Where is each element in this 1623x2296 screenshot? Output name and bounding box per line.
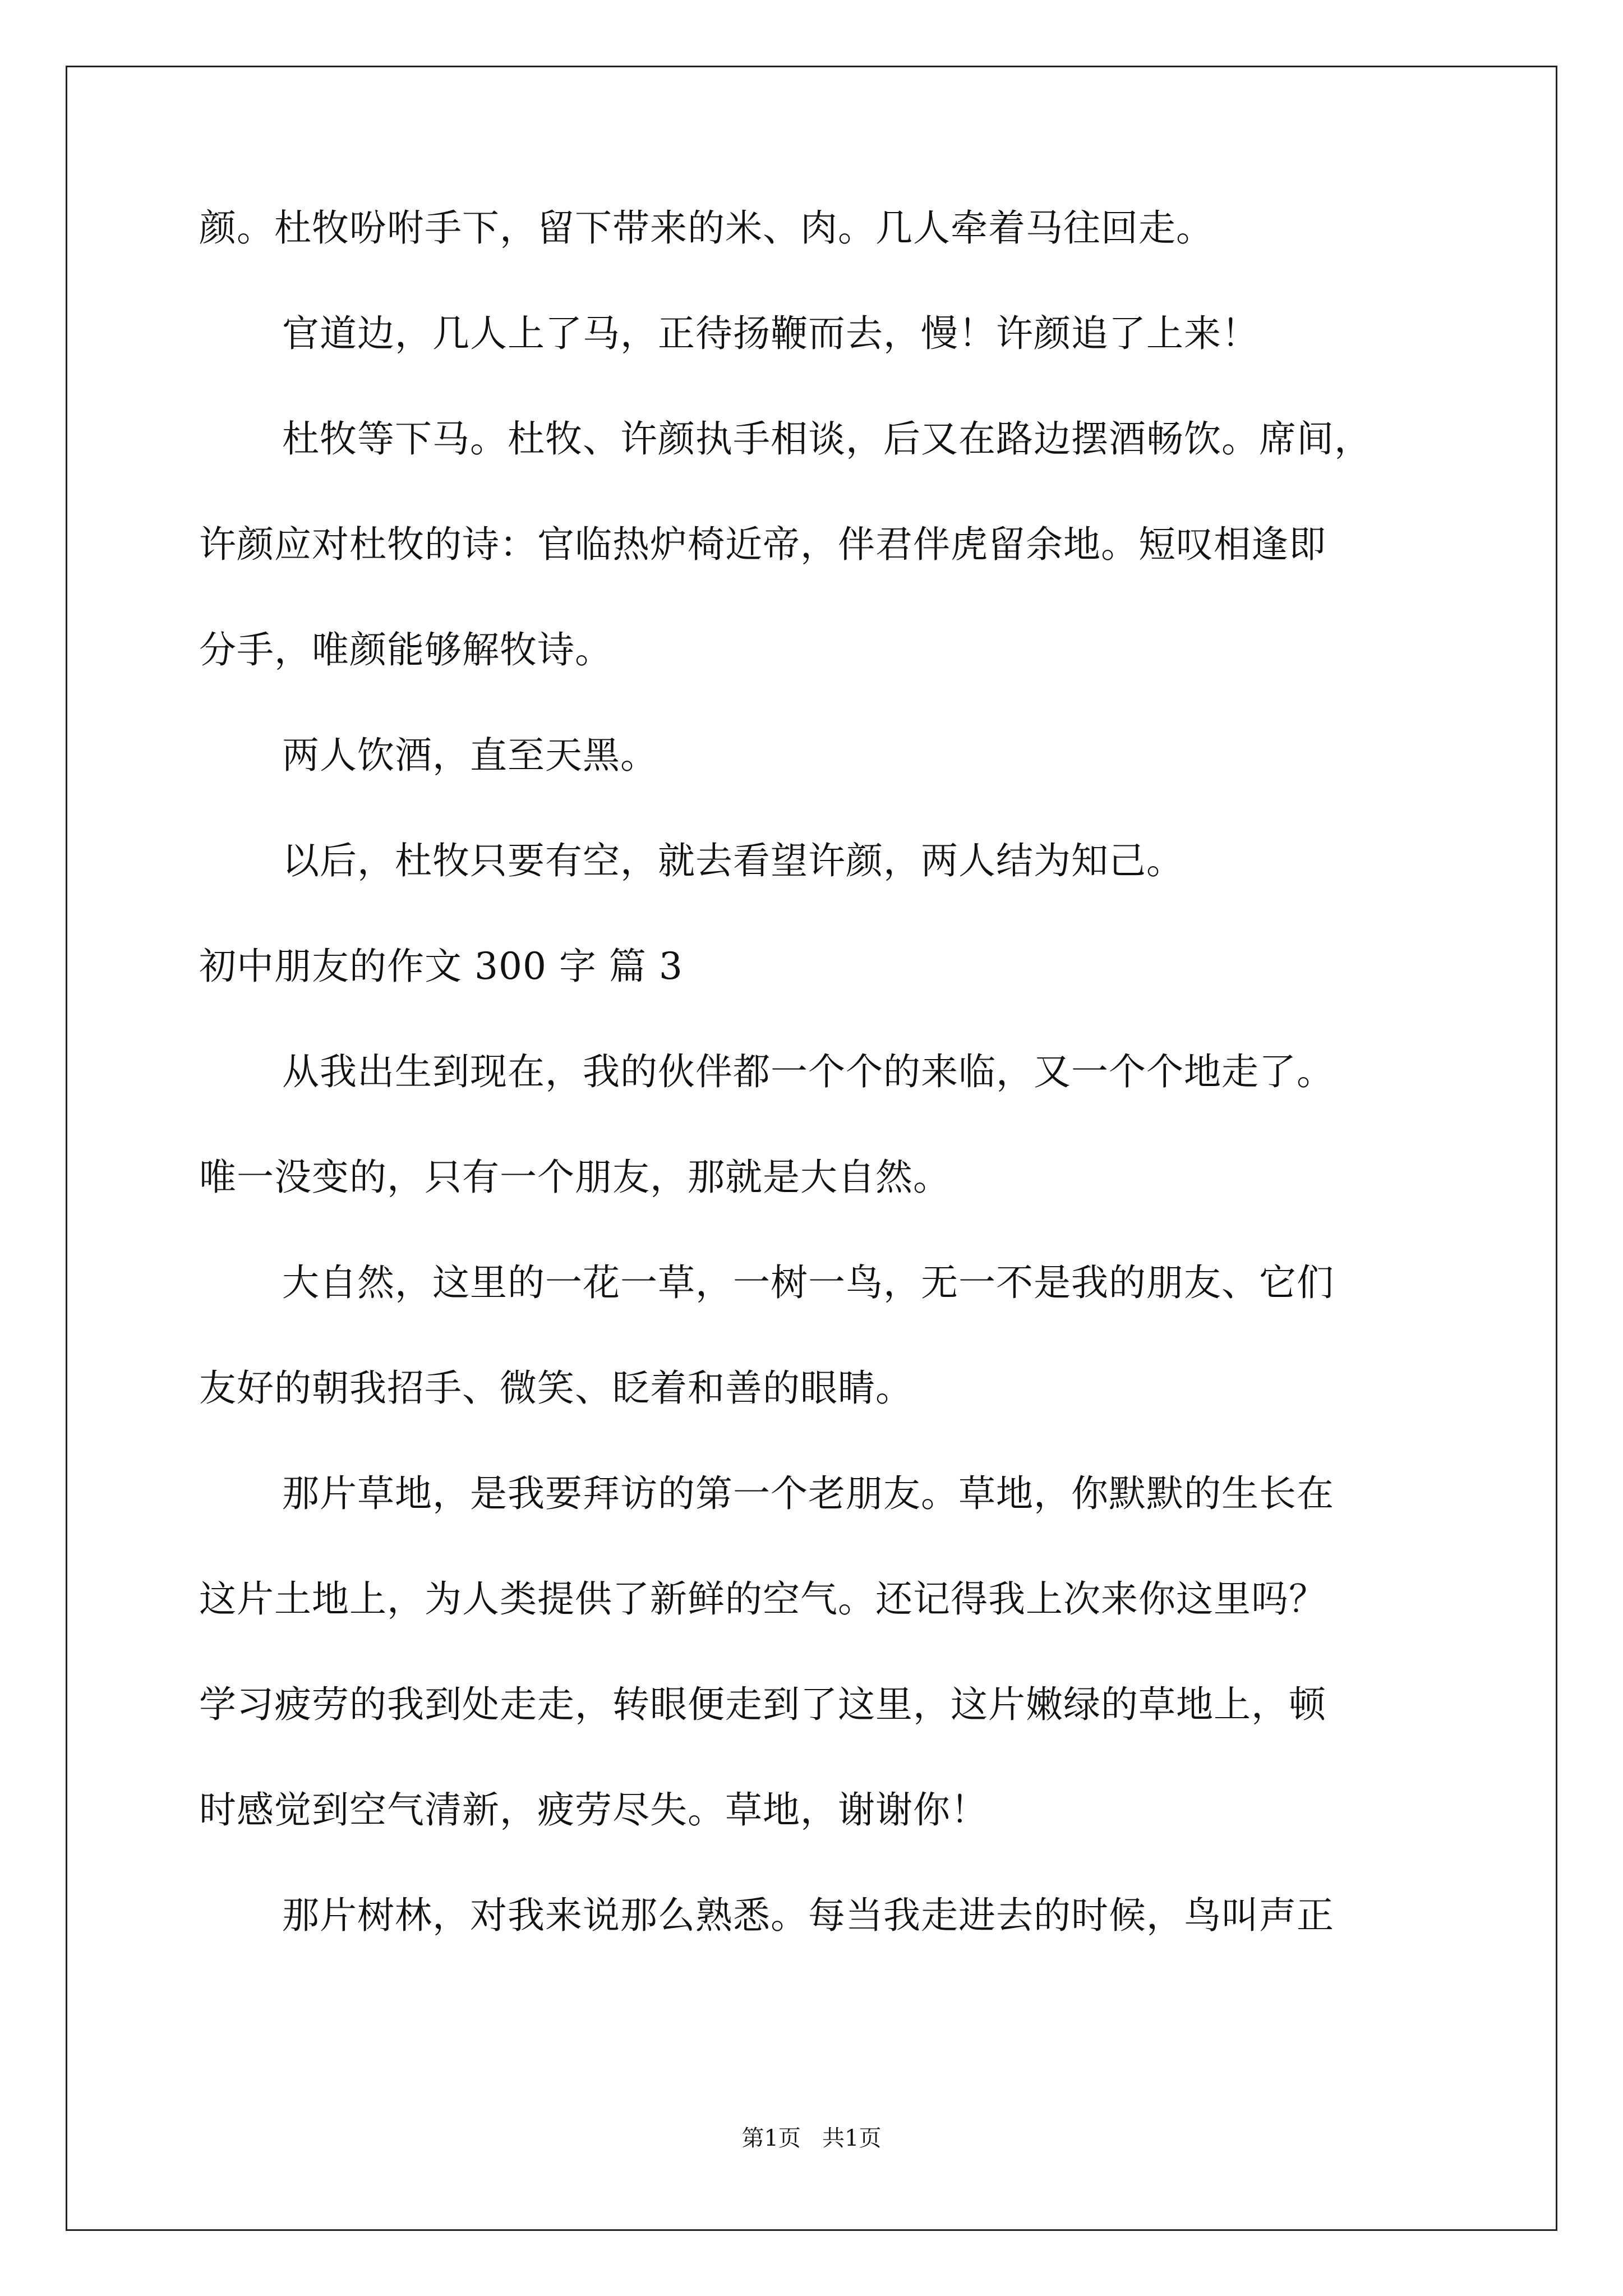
paragraph-line: 时感觉到空气清新，疲劳尽失。草地，谢谢你！ — [199, 1788, 988, 1832]
paragraph-line: 以后，杜牧只要有空，就去看望许颜，两人结为知己。 — [282, 839, 1184, 882]
paragraph-line: 两人饮酒，直至天黑。 — [282, 734, 658, 777]
paragraph-line: 那片树林，对我来说那么熟悉。每当我走进去的时候，鸟叫声正 — [282, 1894, 1334, 1937]
page-footer: 第1页 共1页 — [741, 2125, 882, 2151]
paragraph-line: 大自然，这里的一花一草，一树一鸟，无一不是我的朋友、它们 — [282, 1261, 1334, 1304]
paragraph-line: 友好的朝我招手、微笑、眨着和善的眼睛。 — [199, 1366, 913, 1410]
section-heading: 初中朋友的作文 300 字 篇 3 — [199, 945, 683, 988]
paragraph-line: 唯一没变的，只有一个朋友，那就是大自然。 — [199, 1156, 951, 1199]
paragraph-line: 官道边，几人上了马，正待扬鞭而去，慢！许颜追了上来！ — [282, 312, 1259, 355]
paragraph-line: 这片土地上，为人类提供了新鲜的空气。还记得我上次来你这里吗？ — [199, 1577, 1326, 1621]
paragraph-line: 从我出生到现在，我的伙伴都一个个的来临，又一个个地走了。 — [282, 1050, 1334, 1093]
paragraph-line: 学习疲劳的我到处走走，转眼便走到了这里，这片嫩绿的草地上，顿 — [199, 1683, 1326, 1726]
paragraph-line: 那片草地，是我要拜访的第一个老朋友。草地，你默默的生长在 — [282, 1472, 1334, 1515]
paragraph-line: 颜。杜牧吩咐手下，留下带来的米、肉。几人牵着马往回走。 — [199, 206, 1214, 250]
paragraph-line: 许颜应对杜牧的诗：官临热炉椅近帝，伴君伴虎留余地。短叹相逢即 — [199, 523, 1326, 566]
paragraph-line: 分手，唯颜能够解牧诗。 — [199, 628, 612, 671]
paragraph-line: 杜牧等下马。杜牧、许颜执手相谈，后又在路边摆酒畅饮。席间， — [282, 417, 1372, 461]
